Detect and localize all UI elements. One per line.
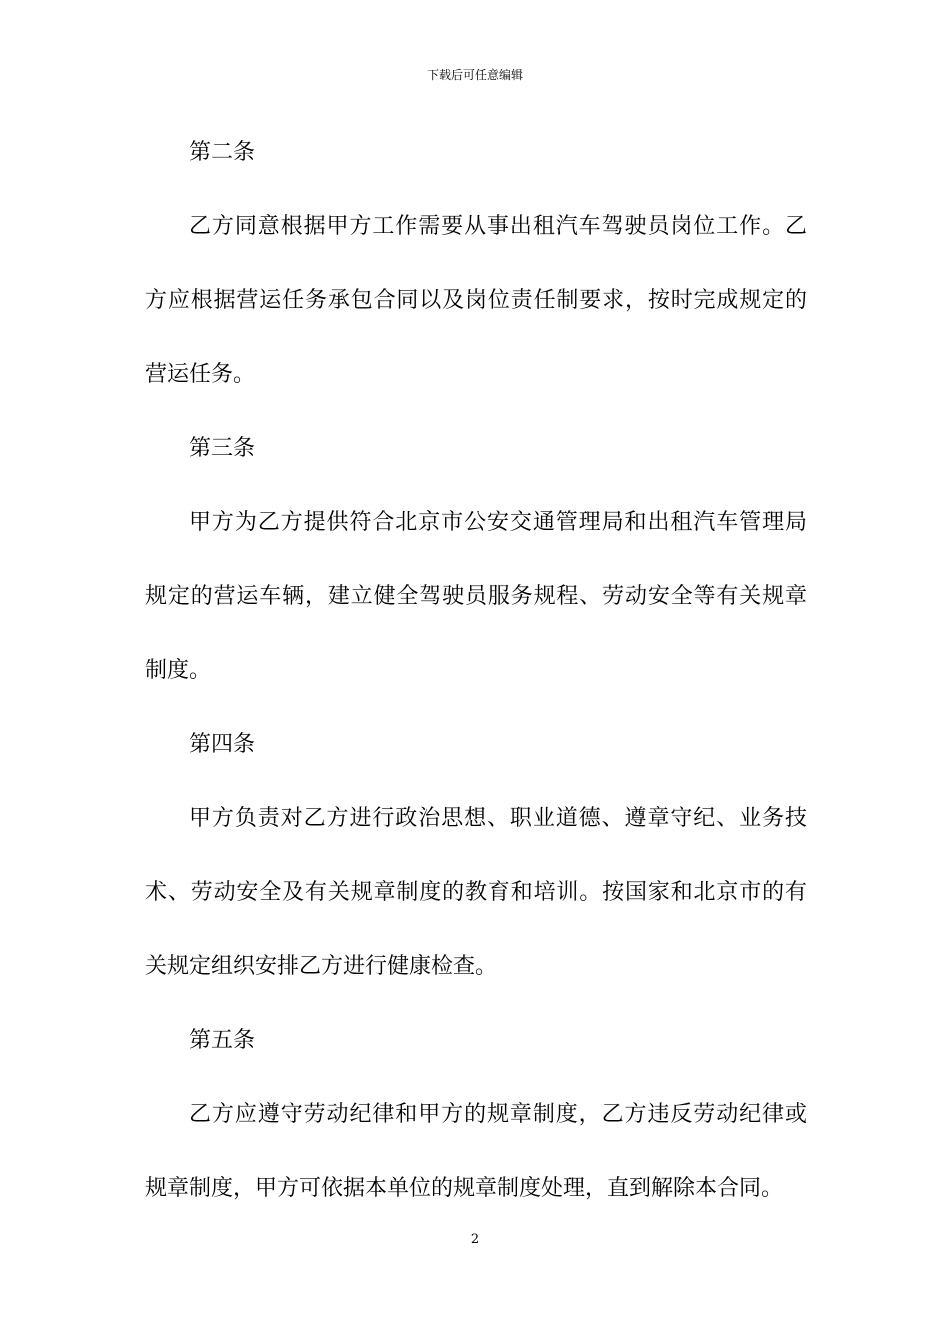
document-body: [145, 134, 807, 1244]
page-header: 下载后可任意编辑: [426, 68, 523, 82]
article-heading: 第二条: [189, 140, 256, 165]
paragraph-line: 制度。: [145, 658, 212, 683]
paragraph-line: 关规定组织安排乙方进行健康检查。: [145, 954, 498, 979]
article-heading: 第四条: [189, 732, 256, 757]
paragraph-line: 规定的营运车辆，建立健全驾驶员服务规程、劳动安全等有关规章: [145, 584, 807, 609]
paragraph-line: 甲方负责对乙方进行政治思想、职业道德、遵章守纪、业务技: [189, 806, 807, 831]
paragraph-line: 术、劳动安全及有关规章制度的教育和培训。按国家和北京市的有: [145, 880, 807, 905]
paragraph-line: 营运任务。: [145, 362, 256, 387]
article-heading: 第三条: [189, 436, 256, 461]
paragraph-line: 乙方同意根据甲方工作需要从事出租汽车驾驶员岗位工作。乙: [189, 214, 807, 239]
article-heading: 第五条: [189, 1028, 256, 1053]
page-number: 2: [470, 1232, 480, 1247]
paragraph-line: 乙方应遵守劳动纪律和甲方的规章制度，乙方违反劳动纪律或: [189, 1102, 807, 1127]
paragraph-line: 规章制度，甲方可依据本单位的规章制度处理，直到解除本合同。: [145, 1176, 784, 1201]
paragraph-line: 方应根据营运任务承包合同以及岗位责任制要求，按时完成规定的: [145, 288, 807, 313]
paragraph-line: 甲方为乙方提供符合北京市公安交通管理局和出租汽车管理局: [189, 510, 807, 535]
